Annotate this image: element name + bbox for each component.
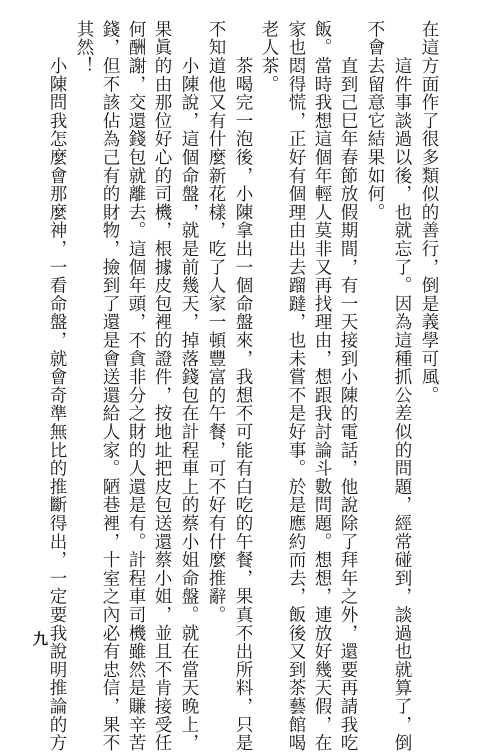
text-line: 這件事談過以後，也就忘了。因為這種抓公差似的問題，經常碰到，談過也就算了，倒 [392,20,412,752]
text-line: 茶喝完一泡後，小陳拿出一個命盤來，我想不可能有白吃的午餐，果真不出所料，只是 [233,20,253,752]
text-line: 果眞的由那位好心的司機，根據皮包裡的證件，按地址把皮包送還蔡小姐，並且不肯接受任 [152,20,172,752]
text-line: 家也悶得慌，正好有個理由出去蹓躂，也未嘗不是好事。於是應約而去，飯後又到茶藝館喝 [286,20,306,752]
text-line: 其然！ [74,20,94,75]
text-line: 飯。當時我想這個年輕人莫非又再找理由，想跟我討論斗數問題。想想，連放好幾天假，在 [312,20,332,752]
text-line: 不會去留意它結果如何。 [365,20,385,222]
text-line: 小陳說，這個命盤，就是前幾天，掉落錢包在計程車上的蔡小姐命盤。就在當天晚上， [179,20,199,752]
text-line: 在這方面作了很多類似的善行，倒是義學可風。 [419,20,439,405]
text-line: 直到己巳年春節放假期間，有一天接到小陳的電話，他說除了拜年之外，還要再請我吃 [338,20,358,752]
text-line: 不知道他又有什麼新花樣，吃了人家一頓豐富的午餐，可不好有什麼推辭。 [206,20,226,624]
text-line: 何酬謝，交還錢包就離去。這個年頭，不貪非分之財的人還是有。計程車司機雖然是賺辛苦 [126,20,146,752]
text-line: 老人茶。 [259,20,279,94]
page-number: 九 [33,630,49,648]
text-line: 小陳問我怎麼會那麼神，一看命盤，就會奇準無比的推斷得出，一定要我說明推論的方 [47,20,67,752]
text-line: 錢，但不該佔為己有的財物，撿到了還是會送還給人家。陋巷裡，十室之內必有忠信，果不 [100,20,120,752]
